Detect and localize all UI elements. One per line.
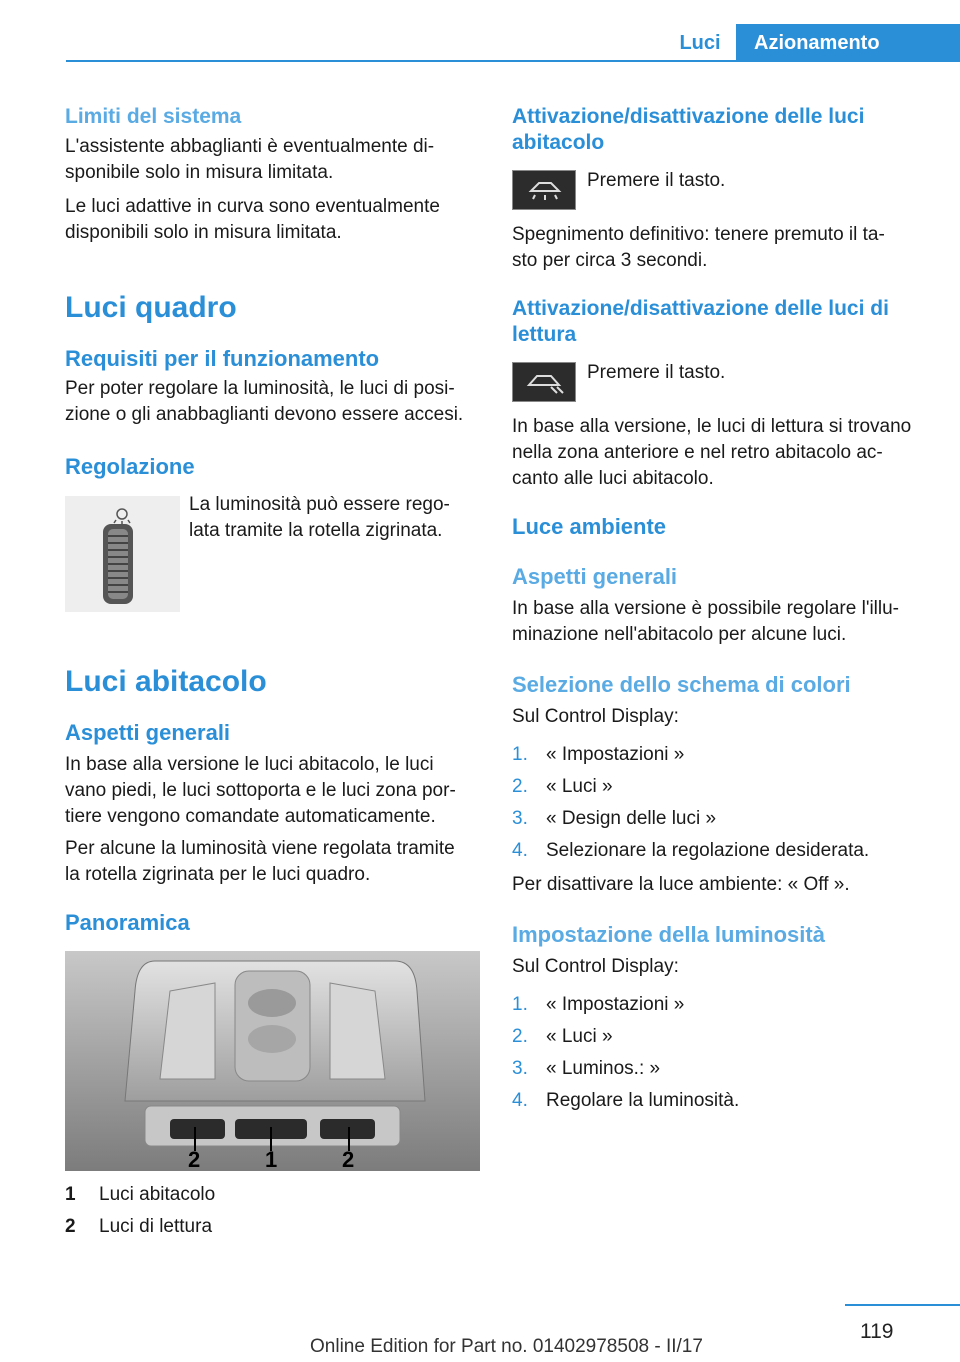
regolazione-text-a: La luminosità può essere rego‐ bbox=[189, 494, 450, 515]
abitacolo-heading: Luci abitacolo bbox=[65, 665, 267, 698]
premere-text-1: Premere il tasto. bbox=[587, 170, 726, 191]
list-text: « Luci » bbox=[546, 776, 613, 797]
attiv-lett-heading-b: lettura bbox=[512, 323, 577, 346]
list-text: Selezionare la regolazione desiderata. bbox=[546, 840, 870, 861]
list-num: 3. bbox=[512, 1058, 528, 1079]
list-text: Regolare la luminosità. bbox=[546, 1090, 740, 1111]
base-text-b: nella zona anteriore e nel retro abitacolo ac‐ bbox=[512, 442, 883, 463]
section-tab[interactable]: Luci bbox=[679, 32, 721, 54]
aspetti2-text-b: minazione nell'abitacolo per alcune luci. bbox=[512, 624, 847, 645]
disattivare-text: Per disattivare la luce ambiente: « Off ». bbox=[512, 874, 850, 895]
sul-cd-text-1: Sul Control Display: bbox=[512, 706, 679, 727]
ambiente-heading: Luce ambiente bbox=[512, 514, 667, 539]
regolazione-heading: Regolazione bbox=[65, 454, 195, 479]
legend-num: 1 bbox=[65, 1184, 76, 1205]
attiv-lett-heading-a: Attivazione/disattivazione delle luci di bbox=[512, 297, 889, 320]
cabin-light-button-icon bbox=[512, 170, 576, 210]
spegnimento-text-b: sto per circa 3 secondi. bbox=[512, 250, 708, 271]
base-text-a: In base alla versione, le luci di lettura si trovano bbox=[512, 416, 912, 437]
aspetti-heading: Aspetti generali bbox=[65, 720, 231, 745]
page-header bbox=[0, 0, 960, 62]
list-text: « Luci » bbox=[546, 1026, 613, 1047]
panoramica-heading: Panoramica bbox=[65, 910, 190, 935]
list-text: « Impostazioni » bbox=[546, 744, 685, 765]
limiti-text-2a: Le luci adattive in curva sono eventualmente bbox=[65, 196, 440, 217]
chapter-tab[interactable]: Azionamento bbox=[736, 24, 960, 62]
limiti-text-1a: L'assistente abbaglianti è eventualmente di‐ bbox=[65, 136, 435, 157]
per-alcune-text-a: Per alcune la luminosità viene regolata tramite bbox=[65, 838, 455, 859]
selezione-heading: Selezione dello schema di colori bbox=[512, 672, 851, 697]
attiv-abit-heading-b: abitacolo bbox=[512, 131, 605, 154]
attiv-abit-heading-a: Attivazione/disattivazione delle luci bbox=[512, 105, 865, 128]
aspetti-text-c: tiere vengono comandate automaticamente. bbox=[65, 806, 436, 827]
list-num: 1. bbox=[512, 994, 528, 1015]
sul-cd-text-2: Sul Control Display: bbox=[512, 956, 679, 977]
edition-text: Online Edition for Part no. 01402978508 - II/17 bbox=[310, 1336, 703, 1357]
list-num: 1. bbox=[512, 744, 528, 765]
overhead-console-drawing bbox=[65, 951, 480, 1171]
list-num: 2. bbox=[512, 1026, 528, 1047]
list-text: « Impostazioni » bbox=[546, 994, 685, 1015]
per-alcune-text-b: la rotella zigrinata per le luci quadro. bbox=[65, 864, 371, 885]
regolazione-text-b: lata tramite la rotella zigrinata. bbox=[189, 520, 443, 541]
premere-text-2: Premere il tasto. bbox=[587, 362, 726, 383]
limiti-text-1b: sponibile solo in misura limitata. bbox=[65, 162, 334, 183]
page-number: 119 bbox=[860, 1320, 894, 1343]
list-text: « Luminos.: » bbox=[546, 1058, 661, 1079]
list-num: 4. bbox=[512, 840, 528, 861]
legend-num: 2 bbox=[65, 1216, 76, 1237]
requisiti-heading: Requisiti per il funzionamento bbox=[65, 346, 380, 371]
impostazione-heading: Impostazione della luminosità bbox=[512, 922, 825, 947]
callout-center: 1 bbox=[265, 1147, 278, 1171]
limiti-text-2b: disponibili solo in misura limitata. bbox=[65, 222, 342, 243]
base-text-c: canto alle luci abitacolo. bbox=[512, 468, 714, 489]
aspetti-text-a: In base alla versione le luci abitacolo, le luci bbox=[65, 754, 434, 775]
callout-left: 2 bbox=[188, 1147, 201, 1171]
legend-text: Luci abitacolo bbox=[99, 1184, 216, 1205]
limiti-heading: Limiti del sistema bbox=[65, 105, 242, 128]
aspetti-text-b: vano piedi, le luci sottoporta e le luci zona por‐ bbox=[65, 780, 456, 801]
footer-rule bbox=[845, 1304, 960, 1306]
callout-right: 2 bbox=[342, 1147, 355, 1171]
list-num: 3. bbox=[512, 808, 528, 829]
legend-text: Luci di lettura bbox=[99, 1216, 213, 1237]
list-text: « Design delle luci » bbox=[546, 808, 717, 829]
spegnimento-text-a: Spegnimento definitivo: tenere premuto il ta‐ bbox=[512, 224, 885, 245]
header-rule bbox=[66, 60, 960, 62]
requisiti-text-a: Per poter regolare la luminosità, le luci di posi‐ bbox=[65, 378, 455, 399]
list-num: 4. bbox=[512, 1090, 528, 1111]
list-num: 2. bbox=[512, 776, 528, 797]
quadro-heading: Luci quadro bbox=[65, 291, 237, 324]
requisiti-text-b: zione o gli anabbaglianti devono essere accesi. bbox=[65, 404, 464, 425]
aspetti2-heading: Aspetti generali bbox=[512, 564, 678, 589]
aspetti2-text-a: In base alla versione è possibile regolare l'illu‐ bbox=[512, 598, 900, 619]
overhead-console-image bbox=[65, 951, 480, 1171]
reading-light-button-icon bbox=[512, 362, 576, 402]
thumbwheel-image bbox=[65, 496, 180, 612]
thumbwheel-icon bbox=[65, 496, 180, 612]
